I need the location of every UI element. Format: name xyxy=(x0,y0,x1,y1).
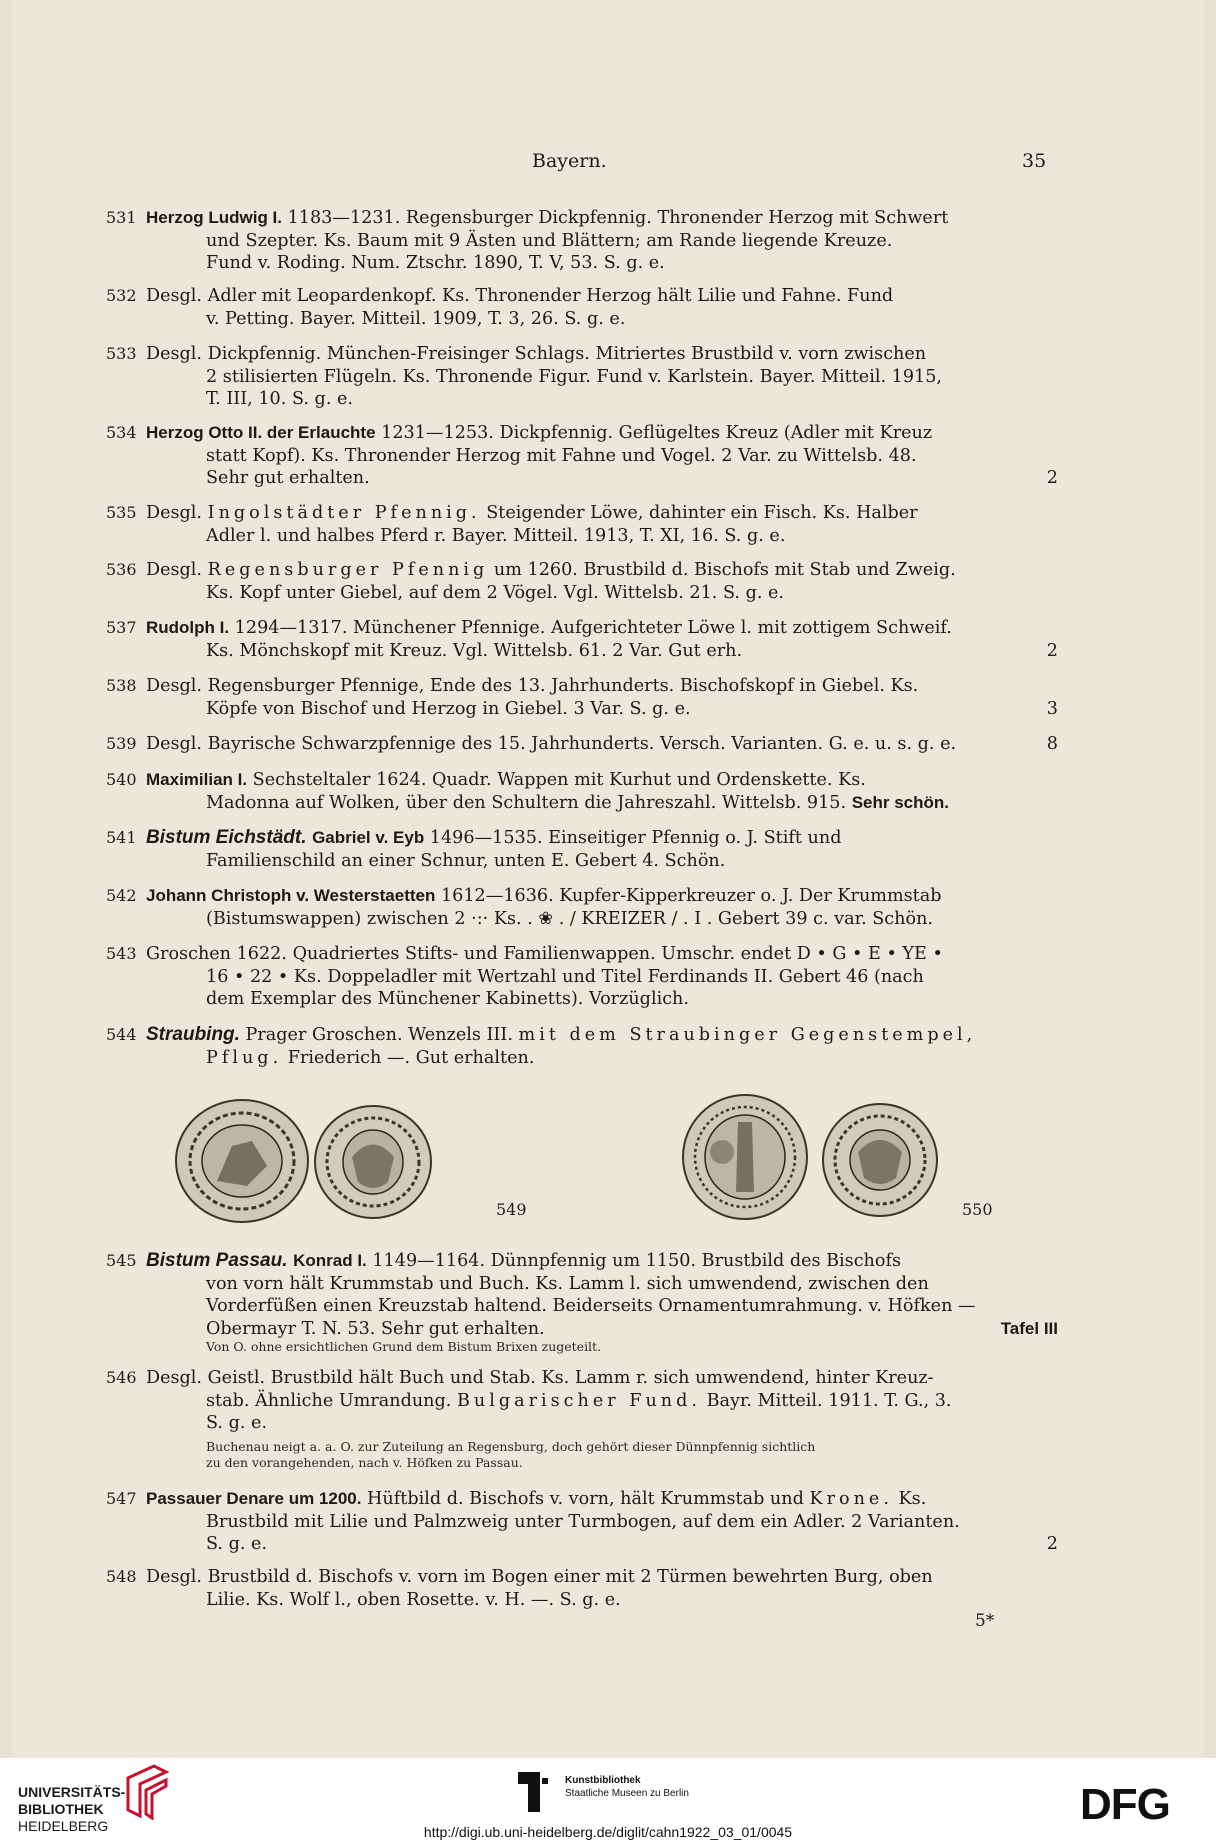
catalog-entry-545 xyxy=(106,1250,1058,1340)
text-run: Herzog Ludwig I. xyxy=(146,208,282,227)
coin-550-obverse-image xyxy=(680,1092,810,1222)
entry-line xyxy=(146,1488,1058,1511)
entry-line xyxy=(146,207,1058,230)
entry-line xyxy=(146,885,1058,908)
catalog-entry-531 xyxy=(106,207,1058,275)
text-run: 1231—1253. Dickpfennig. Geflügeltes Kreuz (Adler mit Kreuz xyxy=(375,423,933,443)
entry-line xyxy=(146,1047,1058,1070)
page-number: 35 xyxy=(1022,150,1047,172)
entry-line xyxy=(146,1589,1058,1612)
entry-line xyxy=(146,1250,1058,1273)
entry-text xyxy=(146,343,1058,411)
entry-number: 532 xyxy=(106,286,137,305)
entry-line xyxy=(146,733,1058,756)
entry-number: 545 xyxy=(106,1251,137,1270)
text-run: mit dem Straubinger Gegenstempel, xyxy=(518,1025,977,1045)
text-run: Sehr schön. xyxy=(851,792,949,812)
text-run: Steigender Löwe, dahinter ein Fisch. Ks. Halber xyxy=(480,503,918,523)
catalog-entry-538 xyxy=(106,675,1058,720)
text-run: Adler l. und halbes Pferd r. Bayer. Mitteil. 1913, T. XI, 16. S. g. e. xyxy=(206,525,786,546)
entry-line xyxy=(146,467,1058,490)
entry-number: 548 xyxy=(106,1567,137,1586)
dfg-logo: DFG xyxy=(1080,1780,1170,1829)
text-run: Ingolstädter Pfennig. xyxy=(207,503,481,523)
entry-text xyxy=(146,1488,1058,1556)
footnote xyxy=(206,1439,1056,1471)
entry-line xyxy=(146,850,1058,873)
text-run: 1612—1636. Kupfer-Kipperkreuzer o. J. Der Krummstab xyxy=(435,886,942,906)
catalog-entry-540 xyxy=(106,769,1058,814)
entry-line xyxy=(146,827,1058,850)
catalog-entry-534 xyxy=(106,422,1058,490)
text-run: Sechsteltaler 1624. Quadr. Wappen mit Kurhut und Ordenskette. Ks. xyxy=(247,770,866,790)
entry-line xyxy=(146,1273,1058,1296)
entry-number: 536 xyxy=(106,560,137,579)
entry-line xyxy=(146,943,1058,966)
footnote-line: Buchenau neigt a. a. O. zur Zuteilung an Regensburg, doch gehört dieser Dünnpfennig sichtlich xyxy=(206,1439,816,1454)
catalog-entry-541 xyxy=(106,827,1058,872)
entry-number: 543 xyxy=(106,944,137,963)
entry-line xyxy=(146,388,1058,411)
entry-text xyxy=(146,769,1058,814)
text-run: Groschen 1622. Quadriertes Stifts- und Familienwappen. Umschr. endet D • G • E • YE • xyxy=(146,944,943,964)
text-run: v. Petting. Bayer. Mitteil. 1909, T. 3, 26. S. g. e. xyxy=(206,308,626,329)
entry-text xyxy=(146,675,1058,720)
running-header xyxy=(12,150,1204,180)
entry-lot-count: Tafel III xyxy=(1000,1318,1058,1338)
text-run: T. III, 10. S. g. e. xyxy=(206,389,354,409)
text-run: Desgl. Bayrische Schwarzpfennige des 15. Jahrhunderts. Versch. Varianten. G. e. u. s. g. e. xyxy=(146,734,957,754)
entry-number: 534 xyxy=(106,423,137,442)
kunstbibliothek-logo-icon xyxy=(518,1772,556,1812)
text-run: Lilie. Ks. Wolf l., oben Rosette. v. H. —. S. g. e. xyxy=(206,1589,621,1610)
entry-line xyxy=(146,525,1058,548)
text-run: Ks. xyxy=(892,1489,927,1509)
entry-text xyxy=(146,422,1058,490)
entry-text xyxy=(146,1367,1058,1435)
entry-line xyxy=(146,559,1058,582)
text-run: Bayr. Mitteil. 1911. T. G., 3. xyxy=(701,1390,952,1411)
text-run: Brustbild mit Lilie und Palmzweig unter Turmbogen, auf dem ein Adler. 2 Varianten. xyxy=(206,1511,960,1532)
kb-line-2: Staatliche Museen zu Berlin xyxy=(565,1788,689,1799)
text-run: Maximilian I. xyxy=(146,770,248,789)
entry-number: 533 xyxy=(106,344,137,363)
entry-text xyxy=(146,733,1058,756)
text-run: Bistum Eichstädt. xyxy=(146,827,307,848)
entry-text xyxy=(146,1024,1058,1069)
text-run: Gabriel v. Eyb xyxy=(312,828,425,847)
text-run: Köpfe von Bischof und Herzog in Giebel. 3 Var. S. g. e. xyxy=(206,698,691,719)
text-run: um 1260. Brustbild d. Bischofs mit Stab und Zweig. xyxy=(488,560,956,580)
coin-549-reverse-image xyxy=(312,1102,434,1222)
entry-line xyxy=(146,230,1058,253)
footnote xyxy=(206,1339,1056,1355)
text-run: Friederich —. Gut erhalten. xyxy=(282,1047,535,1068)
text-run: Straubing. xyxy=(146,1024,240,1045)
entry-line xyxy=(146,1295,1058,1318)
entry-lot-count: 8 xyxy=(1046,734,1058,754)
text-run: Herzog Otto II. der Erlauchte xyxy=(146,423,376,442)
text-run: Bulgarischer Fund. xyxy=(456,1390,701,1411)
ub-line-2: BIBLIOTHEK xyxy=(18,1801,104,1817)
text-run: dem Exemplar des Münchener Kabinetts). Vorzüglich. xyxy=(206,989,689,1009)
entry-line xyxy=(146,1318,1058,1341)
text-run: Passauer Denare um 1200. xyxy=(146,1489,362,1508)
entry-line xyxy=(146,308,1058,331)
entry-number: 542 xyxy=(106,886,137,905)
entry-line xyxy=(146,1412,1058,1435)
text-run: Obermayr T. N. 53. Sehr gut erhalten. xyxy=(206,1318,545,1339)
entry-text xyxy=(146,207,1058,275)
text-run: Desgl. Adler mit Leopardenkopf. Ks. Thronender Herzog hält Lilie und Fahne. Fund xyxy=(146,286,894,306)
coin-550-reverse-image xyxy=(820,1100,940,1220)
entry-line xyxy=(146,769,1058,792)
entry-text xyxy=(146,885,1058,930)
entry-number: 538 xyxy=(106,676,137,695)
text-run: und Szepter. Ks. Baum mit 9 Ästen und Blättern; am Rande liegende Kreuze. xyxy=(206,230,893,251)
entry-line xyxy=(146,252,1058,275)
text-run: Vorderfüßen einen Kreuzstab haltend. Beiderseits Ornamentumrahmung. v. Höfken — xyxy=(206,1296,976,1316)
catalog-entry-548 xyxy=(106,1566,1058,1611)
text-run: Prager Groschen. Wenzels III. xyxy=(239,1025,519,1045)
coin-plates xyxy=(12,1090,1204,1230)
catalog-entry-547 xyxy=(106,1488,1058,1556)
entry-line xyxy=(146,422,1058,445)
kunstbibliothek-wordmark xyxy=(565,1774,689,1800)
catalog-entry-535 xyxy=(106,502,1058,547)
catalog-page xyxy=(12,0,1204,1758)
catalog-entry-544 xyxy=(106,1024,1058,1069)
entry-line xyxy=(146,1511,1058,1534)
entry-text xyxy=(146,502,1058,547)
entry-text xyxy=(146,285,1058,330)
text-run: 1496—1535. Einseitiger Pfennig o. J. Stift und xyxy=(424,828,842,848)
catalog-entry-532 xyxy=(106,285,1058,330)
entry-text xyxy=(146,617,1058,662)
catalog-entry-543 xyxy=(106,943,1058,1011)
text-run: Ks. Kopf unter Giebel, auf dem 2 Vögel. Vgl. Wittelsb. 21. S. g. e. xyxy=(206,582,785,603)
entry-line xyxy=(146,1024,1058,1047)
ub-line-1: UNIVERSITÄTS- xyxy=(18,1784,126,1800)
text-run: 1183—1231. Regensburger Dickpfennig. Thronender Herzog mit Schwert xyxy=(282,208,949,228)
entry-line xyxy=(146,792,1058,815)
text-run: (Bistumswappen) zwischen 2 ·:· Ks. . ❀ . / KREIZER / . I . Gebert 39 c. var. Schön. xyxy=(206,908,934,929)
entry-line xyxy=(146,343,1058,366)
text-run: Desgl. Dickpfennig. München-Freisinger Schlags. Mitriertes Brustbild v. vorn zwischen xyxy=(146,344,927,364)
text-run: Regensburger Pfennig xyxy=(207,560,489,580)
text-run: S. g. e. xyxy=(206,1534,268,1554)
entry-line xyxy=(146,582,1058,605)
text-run: 1294—1317. Münchener Pfennige. Aufgerichteter Löwe l. mit zottigem Schweif. xyxy=(229,618,952,638)
text-run: 16 • 22 • Ks. Doppeladler mit Wertzahl und Titel Ferdinands II. Gebert 46 (nach xyxy=(206,966,924,987)
entry-lot-count: 2 xyxy=(1046,1534,1058,1554)
coin-caption-549: 549 xyxy=(496,1200,527,1219)
catalog-entry-546 xyxy=(106,1367,1058,1435)
entry-line xyxy=(146,366,1058,389)
text-run: Familienschild an einer Schnur, unten E. Gebert 4. Schön. xyxy=(206,850,726,871)
text-run: Ks. Mönchskopf mit Kreuz. Vgl. Wittelsb. 61. 2 Var. Gut erh. xyxy=(206,640,743,661)
entry-text xyxy=(146,943,1058,1011)
ub-heidelberg-logo-icon xyxy=(124,1764,170,1820)
entry-line xyxy=(146,502,1058,525)
text-run: Desgl. xyxy=(146,560,208,580)
entry-number: 537 xyxy=(106,618,137,637)
text-run: Hüftbild d. Bischofs v. vorn, hält Krummstab und xyxy=(361,1489,810,1509)
entry-line xyxy=(146,617,1058,640)
entry-lot-count: 2 xyxy=(1046,468,1058,488)
entry-line xyxy=(146,698,1058,721)
entry-number: 544 xyxy=(106,1025,137,1044)
signature-mark: 5* xyxy=(975,1611,995,1631)
text-run: S. g. e. xyxy=(206,1413,268,1433)
text-run: Sehr gut erhalten. xyxy=(206,468,370,488)
entry-number: 541 xyxy=(106,828,137,847)
text-run: Krone. xyxy=(809,1489,893,1509)
entry-text xyxy=(146,827,1058,872)
entry-line xyxy=(146,285,1058,308)
entry-line xyxy=(146,908,1058,931)
kb-line-1: Kunstbibliothek xyxy=(565,1775,641,1786)
entry-line xyxy=(146,1533,1058,1556)
entry-text xyxy=(146,559,1058,604)
text-run: Desgl. xyxy=(146,503,208,523)
entry-line xyxy=(146,640,1058,663)
text-run: Madonna auf Wolken, über den Schultern die Jahreszahl. Wittelsb. 915. xyxy=(206,792,852,813)
text-run: Fund v. Roding. Num. Ztschr. 1890, T. V, 53. S. g. e. xyxy=(206,253,665,273)
text-run: stab. Ähnliche Umrandung. xyxy=(206,1390,457,1411)
coin-549-obverse-image xyxy=(172,1096,312,1226)
footnote-line: zu den vorangehenden, nach v. Höfken zu Passau. xyxy=(206,1455,523,1470)
catalog-entry-533 xyxy=(106,343,1058,411)
text-run: Desgl. Geistl. Brustbild hält Buch und Stab. Ks. Lamm r. sich umwendend, hinter Kreuz- xyxy=(146,1368,934,1388)
text-run: von vorn hält Krummstab und Buch. Ks. Lamm l. sich umwendend, zwischen den xyxy=(206,1273,929,1294)
catalog-entry-537 xyxy=(106,617,1058,662)
text-run: Rudolph I. xyxy=(146,618,230,637)
footer-bar xyxy=(0,1758,1216,1845)
entry-line xyxy=(146,1566,1058,1589)
entry-line xyxy=(146,675,1058,698)
entry-number: 531 xyxy=(106,208,137,227)
text-run: 2 stilisierten Flügeln. Ks. Thronende Figur. Fund v. Karlstein. Bayer. Mitteil. 1915, xyxy=(206,366,943,387)
text-run: Desgl. Regensburger Pfennige, Ende des 13. Jahrhunderts. Bischofskopf in Giebel. Ks. xyxy=(146,676,919,696)
permalink-url[interactable]: http://digi.ub.uni-heidelberg.de/diglit/cahn1922_03_01/0045 xyxy=(423,1824,793,1840)
entry-text xyxy=(146,1250,1058,1340)
coin-caption-550: 550 xyxy=(962,1200,993,1219)
entry-number: 546 xyxy=(106,1368,137,1387)
footnote-line: Von O. ohne ersichtlichen Grund dem Bistum Brixen zugeteilt. xyxy=(206,1339,602,1354)
text-run: Johann Christoph v. Westerstaetten xyxy=(146,886,436,905)
entry-number: 539 xyxy=(106,734,137,753)
entry-line xyxy=(146,1367,1058,1390)
entry-line xyxy=(146,966,1058,989)
entry-text xyxy=(146,1566,1058,1611)
text-run: statt Kopf). Ks. Thronender Herzog mit Fahne und Vogel. 2 Var. zu Wittelsb. 48. xyxy=(206,445,917,466)
text-run: 1149—1164. Dünnpfennig um 1150. Brustbild des Bischofs xyxy=(366,1251,902,1271)
text-run: Pflug. xyxy=(206,1047,283,1068)
entry-line xyxy=(146,1390,1058,1413)
entry-number: 535 xyxy=(106,503,137,522)
catalog-entry-542 xyxy=(106,885,1058,930)
entry-number: 540 xyxy=(106,770,137,789)
entry-lot-count: 3 xyxy=(1046,698,1058,719)
entry-line xyxy=(146,445,1058,468)
catalog-entry-539 xyxy=(106,733,1058,756)
page-title: Bayern. xyxy=(532,150,607,172)
ub-line-3: HEIDELBERG xyxy=(18,1818,109,1834)
text-run: Konrad I. xyxy=(293,1251,367,1270)
text-run: Bistum Passau. xyxy=(146,1250,288,1271)
text-run: Desgl. Brustbild d. Bischofs v. vorn im Bogen einer mit 2 Türmen bewehrten Burg, oben xyxy=(146,1567,933,1587)
entry-number: 547 xyxy=(106,1489,137,1508)
entry-line xyxy=(146,988,1058,1011)
catalog-entry-536 xyxy=(106,559,1058,604)
entry-lot-count: 2 xyxy=(1046,640,1058,661)
